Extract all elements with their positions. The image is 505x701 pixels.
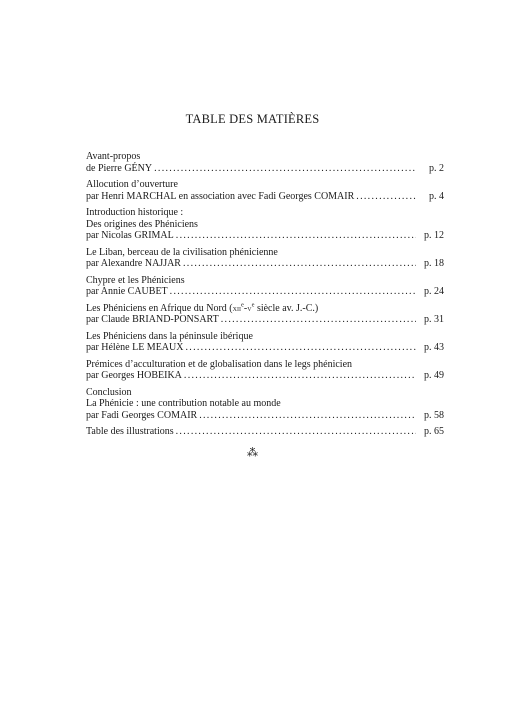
dot-leader (183, 258, 416, 270)
dot-leader (176, 230, 416, 242)
toc-page-number: p. 12 (424, 230, 444, 241)
toc-entry-subheading: La Phénicie : une contribution notable au monde (86, 398, 281, 409)
toc-entry-author: par Hélène LE MEAUX (86, 342, 184, 353)
toc-entry-author-line (86, 230, 444, 242)
dot-leader (221, 314, 416, 326)
toc-page-number: p. 18 (424, 258, 444, 269)
toc-entry-author: par Georges HOBEIKA (86, 370, 182, 381)
dot-leader (170, 286, 416, 298)
century-suffix-2: e (251, 301, 255, 309)
toc-entry-liban (86, 247, 444, 270)
century-roman-2: v (247, 302, 252, 313)
toc-page-number: p. 58 (424, 409, 444, 421)
page-title: TABLE DES MATIÈRES (185, 112, 320, 126)
century-separator: - (243, 302, 248, 314)
toc-entry-author-line (86, 342, 444, 354)
dot-leader (154, 163, 416, 175)
toc-entry-introduction (86, 207, 444, 242)
asterism-ornament: ⁂ (247, 447, 258, 459)
dot-leader (199, 410, 416, 422)
toc-entry-author: par Annie CAUBET (86, 286, 168, 297)
toc-entry-afrique-du-nord (86, 303, 444, 326)
toc-entry-premices (86, 359, 444, 382)
toc-page-number: p. 2 (429, 162, 444, 174)
toc-entry-author-line (86, 258, 444, 270)
heading-text-start: Les Phéniciens en Afrique du Nord ( (86, 302, 233, 314)
toc-page-number: p. 49 (424, 370, 444, 381)
century-roman-1: xii (232, 302, 241, 313)
toc-entry-heading: Le Liban, berceau de la civilisation phénicienne (86, 246, 278, 258)
toc-page-number: p. 43 (424, 342, 444, 353)
toc-entry-heading: Avant-propos (86, 151, 141, 162)
toc-entry-title-line (86, 426, 444, 438)
dot-leader (356, 191, 416, 203)
toc-entry-author-line (86, 286, 444, 298)
toc-entry-heading: Conclusion (86, 386, 132, 398)
toc-entry-chypre (86, 275, 444, 298)
dot-leader (185, 342, 416, 354)
toc-entry-author: de Pierre GÉNY (86, 162, 153, 174)
toc-entry-author-line (86, 410, 444, 422)
toc-page-number: p. 4 (429, 190, 444, 202)
heading-text-end: siècle av. J.-C.) (254, 302, 319, 314)
toc-entry-heading: Les Phéniciens dans la péninsule ibérique (86, 330, 253, 342)
toc-entry-author-line (86, 163, 444, 175)
toc-page-number: p. 24 (424, 286, 444, 297)
toc-entry-author: par Henri MARCHAL en association avec Fadi Georges COMAIR (86, 190, 355, 202)
century-suffix-1: e (240, 301, 244, 309)
table-of-contents (86, 151, 444, 443)
toc-entry-author: par Alexandre NAJJAR (86, 258, 181, 269)
toc-page-number: p. 31 (424, 314, 444, 325)
toc-entry-heading: Chypre et les Phéniciens (86, 274, 185, 286)
toc-entry-avant-propos (86, 151, 444, 174)
toc-entry-heading (86, 303, 444, 315)
toc-entry-author-line (86, 314, 444, 326)
toc-entry-illustrations (86, 426, 444, 438)
toc-entry-heading: Allocution d’ouverture (86, 179, 178, 190)
toc-entry-author-line (86, 191, 444, 203)
dot-leader (184, 370, 416, 382)
toc-entry-author-line (86, 370, 444, 382)
toc-entry-heading: Introduction historique : (86, 207, 184, 218)
toc-entry-author: par Claude BRIAND-PONSART (86, 314, 219, 325)
toc-entry-heading: Prémices d’acculturation et de globalisation dans le legs phénicien (86, 358, 353, 370)
toc-entry-author: par Fadi Georges COMAIR (86, 409, 198, 421)
toc-entry-title: Table des illustrations (86, 426, 174, 437)
toc-entry-author: par Nicolas GRIMAL (86, 230, 174, 241)
dot-leader (176, 426, 416, 438)
toc-entry-peninsule-iberique (86, 331, 444, 354)
toc-page-number: p. 65 (424, 426, 444, 437)
toc-entry-conclusion (86, 387, 444, 422)
toc-entry-subheading: Des origines des Phéniciens (86, 218, 198, 230)
toc-entry-allocution (86, 179, 444, 202)
